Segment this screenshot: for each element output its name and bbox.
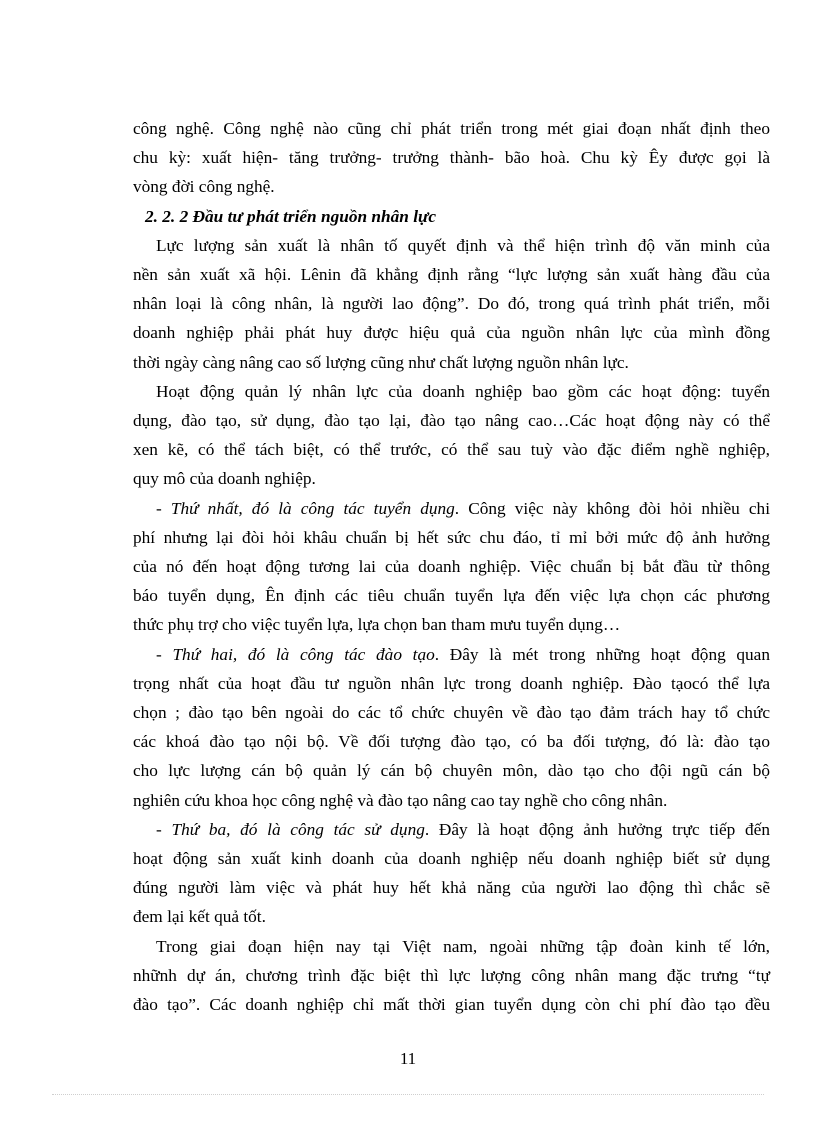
item-lead-italic: Thứ hai, đó là công tác đào tạo	[172, 644, 435, 664]
page-number: 11	[399, 1049, 417, 1068]
footer-divider	[52, 1094, 764, 1095]
list-item-first-line	[133, 640, 770, 669]
text-line: của nó đến hoạt động tương lai của doanh nghiệp. Việc chuẩn bị bắt đầu từ thông	[133, 557, 770, 577]
text-line: chọn ; đào tạo bên ngoài do các tổ chức chuyên về đào tạo đảm trách hay tổ chức	[133, 703, 770, 723]
text-line: thức phụ trợ cho việc tuyển lựa, lựa chọn ban tham mưu tuyển dụng…	[133, 615, 621, 635]
text-line: nhân loại là công nhân, là người lao động”. Do đó, trong quá trình phát triển, mỗi	[133, 294, 770, 314]
list-item-first-line	[133, 494, 770, 523]
item-prefix: -	[156, 819, 172, 839]
text-line: công nghệ. Công nghệ nào cũng chỉ phát triển trong mét giai đoạn nhất định theo	[133, 119, 770, 138]
item-lead-italic: Thứ nhất, đó là công tác tuyển dụng	[170, 498, 455, 518]
text-line: đúng người làm việc và phát huy hết khả năng của người lao động thì chắc sẽ	[133, 878, 770, 898]
text-line: báo tuyển dụng, Ên định các tiêu chuẩn tuyển lựa đến việc lựa chọn các phương	[133, 586, 770, 606]
list-item-first-line	[133, 815, 770, 844]
text-line: doanh nghiệp phải phát huy được hiệu quả của nguồn nhân lực của mình đồng	[133, 323, 770, 343]
section-heading: 2. 2. 2 Đầu tư phát triển nguồn nhân lực	[145, 206, 437, 226]
text-line: phí nhưng lại đòi hỏi khâu chuẩn bị hết sức chu đáo, tỉ mỉ bởi mức độ ảnh hưởng	[133, 527, 770, 547]
text-line: đem lại kết quả tốt.	[133, 907, 266, 927]
text-line: nhữnh dự án, chương trình đặc biệt thì lực lượng công nhân mang đặc trưng “tự	[133, 965, 770, 985]
item-lead-italic: Thứ ba, đó là công tác sử dụng	[171, 819, 425, 839]
item-lead-rest: . Đây là mét trong những hoạt động quan	[434, 644, 770, 664]
text-line: nghiên cứu khoa học công nghệ và đào tạo nâng cao tay nghề cho công nhân.	[133, 790, 668, 810]
item-lead-rest: . Đây là hoạt động ảnh hưởng trực tiếp đến	[424, 819, 770, 839]
item-prefix: -	[156, 644, 173, 664]
text-line: hoạt động sản xuất kinh doanh của doanh nghiệp nếu doanh nghiệp biết sử dụng	[133, 849, 770, 869]
text-line: đào tạo”. Các doanh nghiệp chỉ mất thời gian tuyển dụng còn chi phí đào tạo đều	[133, 995, 770, 1015]
text-line: chu kỳ: xuất hiện- tăng trưởng- trưởng thành- bão hoà. Chu kỳ Êy được gọi là	[133, 148, 770, 168]
text-line: vòng đời công nghệ.	[133, 177, 275, 197]
text-line: nền sản xuất xã hội. Lênin đã khẳng định rằng “lực lượng sản xuất hàng đầu của	[133, 265, 770, 285]
text-line: Lực lượng sản xuất là nhân tố quyết định và thể hiện trình độ văn minh của	[156, 235, 770, 255]
text-line: dụng, đào tạo, sử dụng, đào tạo lại, đào tạo nâng cao…Các hoạt động này có thể	[133, 411, 770, 431]
item-prefix: -	[156, 498, 171, 518]
item-lead-rest: . Công việc này không đòi hỏi nhiều chi	[454, 498, 770, 518]
page-body	[133, 114, 770, 1019]
text-line: quy mô của doanh nghiệp.	[133, 469, 316, 489]
text-line: thời ngày càng nâng cao số lượng cũng như chất lượng nguồn nhân lực.	[133, 352, 629, 372]
text-line: Trong giai đoạn hiện nay tại Việt nam, ngoài những tập đoàn kinh tế lớn,	[156, 936, 770, 956]
text-line: xen kẽ, có thể tách biệt, có thể trước, có thể sau tuỳ vào đặc điểm nghề nghiệp,	[133, 440, 770, 460]
text-line: trọng nhất của hoạt đầu tư nguồn nhân lực trong doanh nghiệp. Đào tạocó thể lựa	[133, 673, 770, 693]
text-line: cho lực lượng cán bộ quản lý cán bộ chuyên môn, dào tạo cho đội ngũ cán bộ	[133, 761, 770, 781]
text-line: các khoá đào tạo nội bộ. Về đối tượng đào tạo, có ba đối tượng, đó là: đào tạo	[133, 732, 770, 752]
text-line: Hoạt động quản lý nhân lực của doanh nghiệp bao gồm các hoạt động: tuyển	[156, 381, 770, 401]
